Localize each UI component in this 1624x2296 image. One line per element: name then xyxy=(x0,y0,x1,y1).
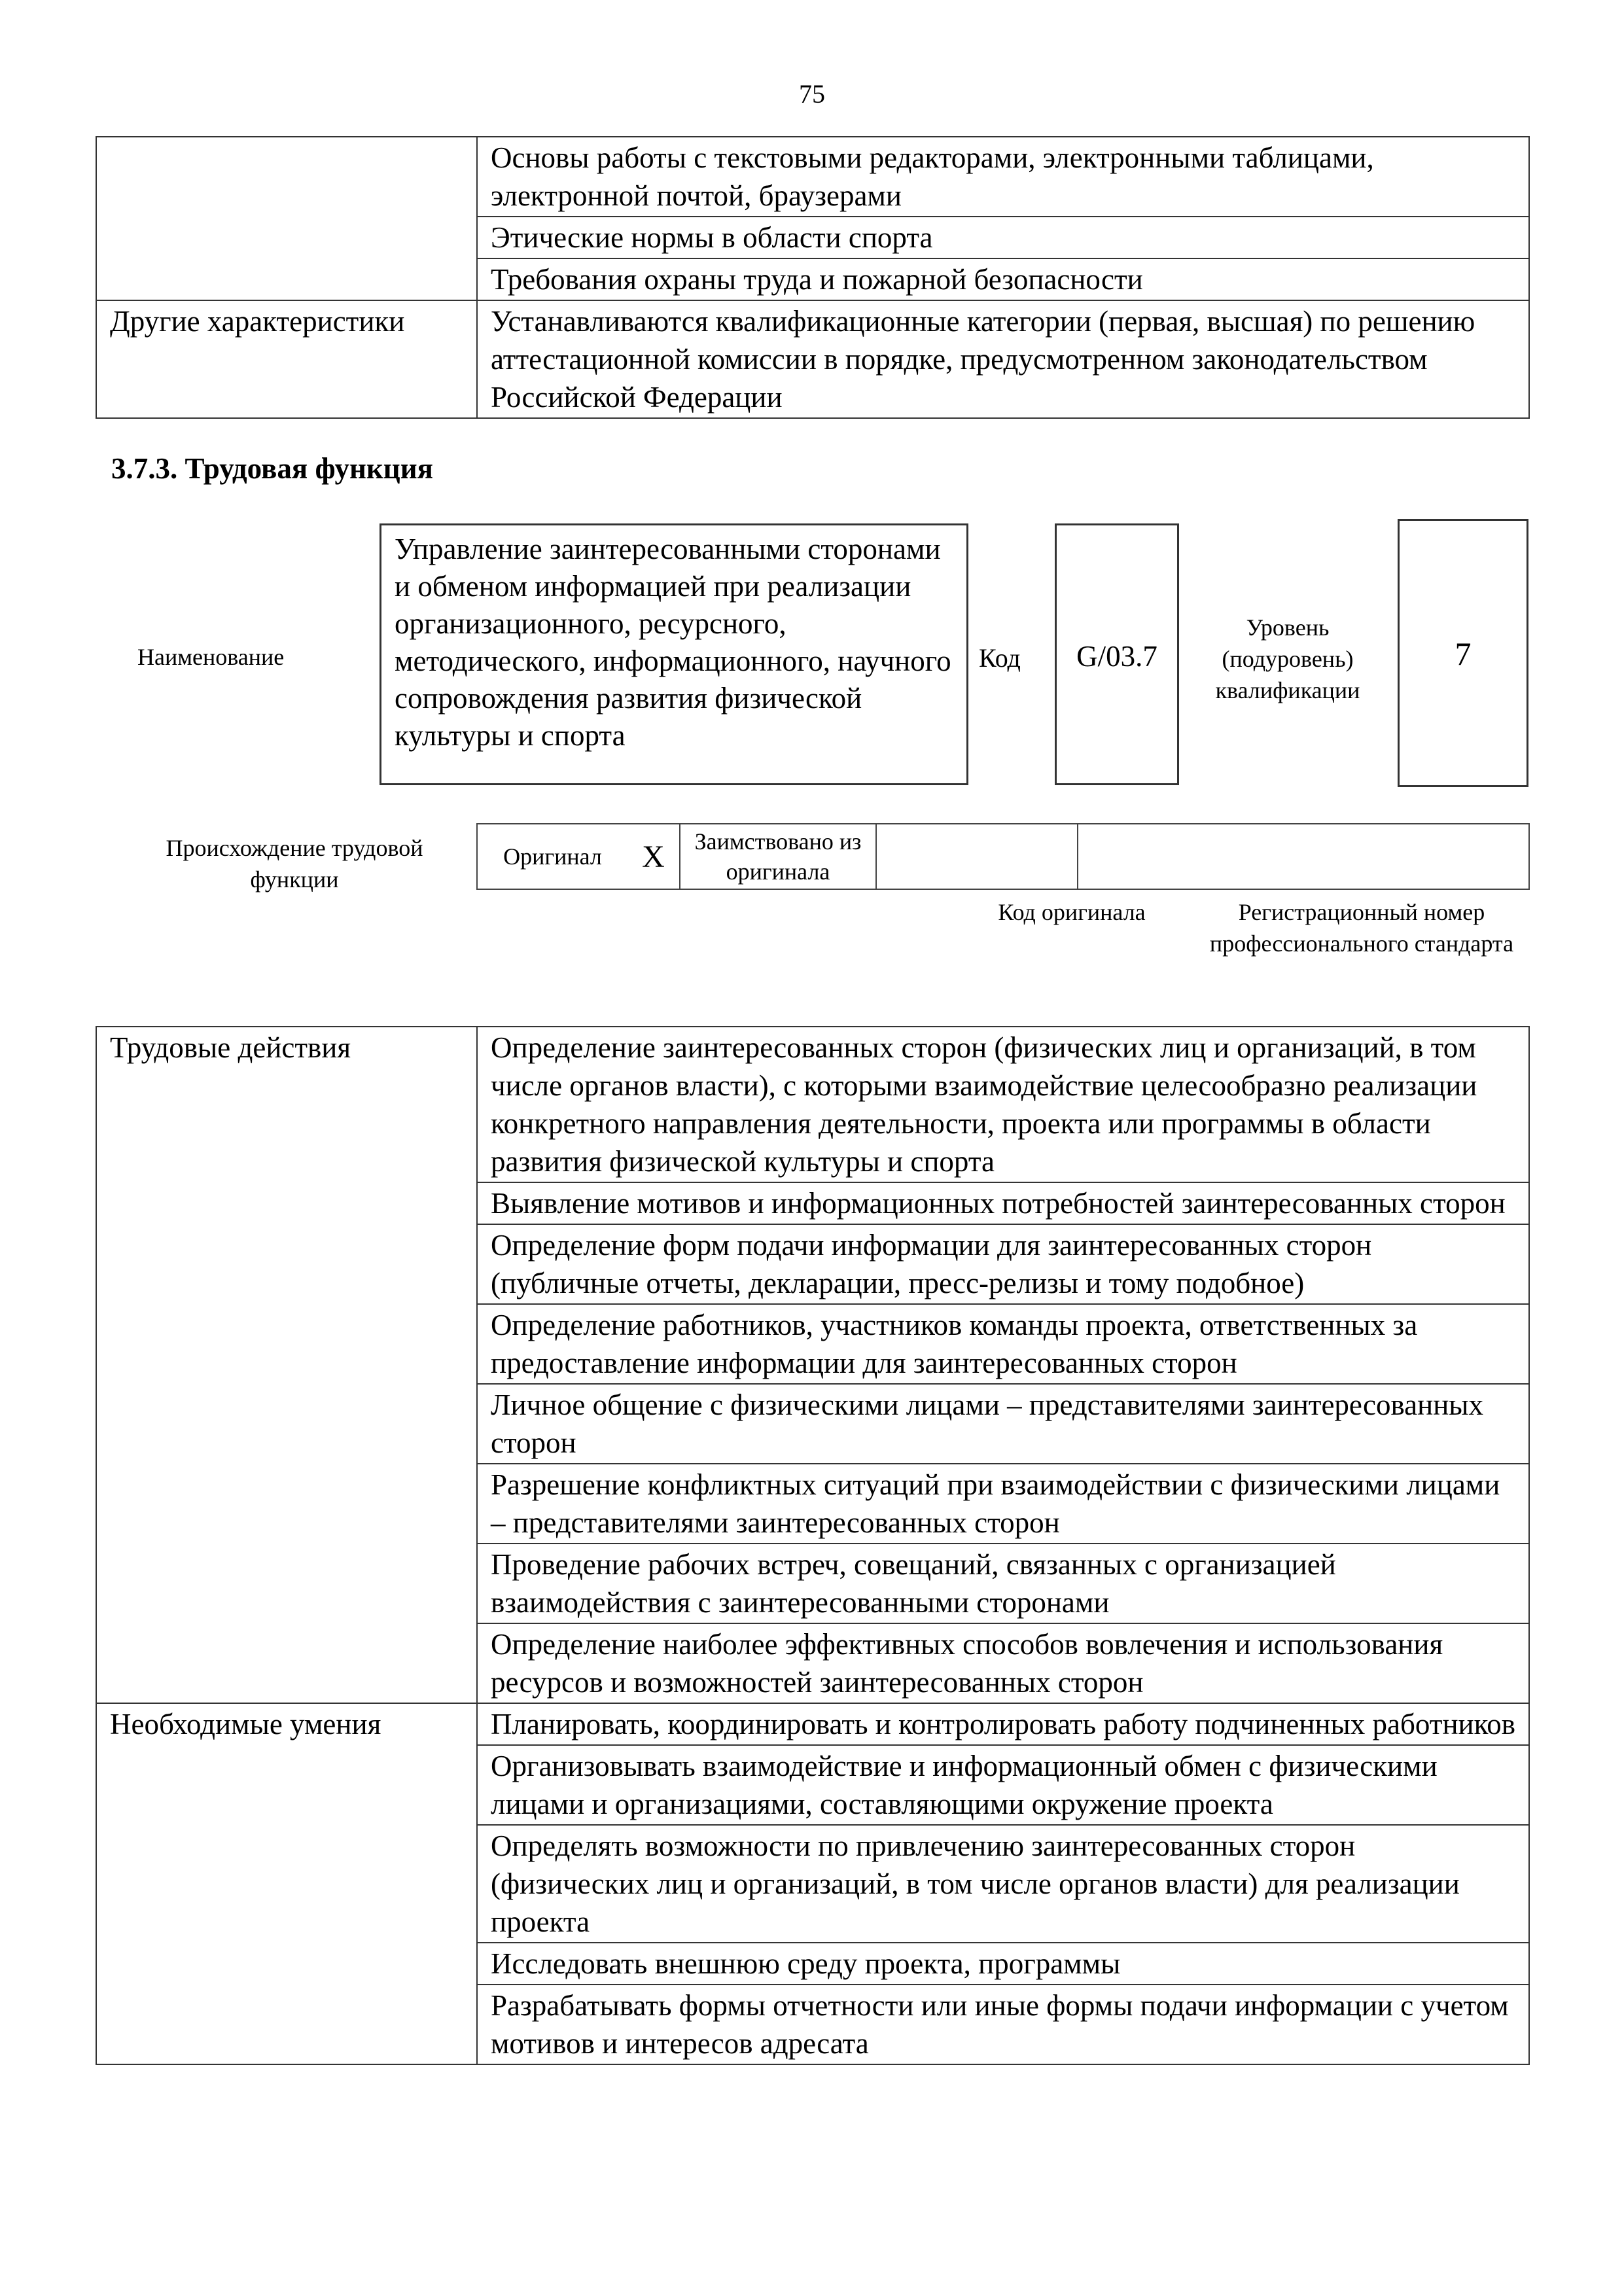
level-value: 7 xyxy=(1398,519,1528,787)
labor-action-item: Личное общение с физическими лицами – представителями заинтересованных сторон xyxy=(477,1384,1529,1464)
name-label: Наименование xyxy=(137,644,285,670)
skill-item: Исследовать внешнюю среду проекта, программы xyxy=(477,1943,1529,1985)
skill-item: Разрабатывать формы отчетности или иные формы подачи информации с учетом мотивов и интересов адресата xyxy=(477,1985,1529,2064)
other-characteristics-value: Устанавливаются квалификационные категории (первая, высшая) по решению аттестационной комиссии в порядке, предусмотренном законодательством Российской Федерации xyxy=(477,300,1529,418)
labor-action-item: Определение форм подачи информации для заинтересованных сторон (публичные отчеты, декларации, пресс-релизы и тому подобное) xyxy=(477,1224,1529,1304)
origin-label: Происхождение трудовой функции xyxy=(166,835,423,892)
labor-action-item: Разрешение конфликтных ситуаций при взаимодействии с физическими лицами – представителями заинтересованных сторон xyxy=(477,1464,1529,1544)
continuation-table xyxy=(96,136,1530,419)
original-label: Оригинал xyxy=(477,824,627,889)
skills-label: Необходимые умения xyxy=(96,1703,477,2064)
function-details-table xyxy=(96,1026,1530,2065)
knowledge-item: Требования охраны труда и пожарной безопасности xyxy=(477,258,1529,300)
knowledge-item: Этические нормы в области спорта xyxy=(477,217,1529,258)
knowledge-item: Основы работы с текстовыми редакторами, электронными таблицами, электронной почтой, браузерами xyxy=(477,137,1529,217)
labor-action-item: Определение наиболее эффективных способов вовлечения и использования ресурсов и возможностей заинтересованных сторон xyxy=(477,1623,1529,1703)
code-original-cell xyxy=(876,824,1078,889)
borrowed-label: Заимствовано из оригинала xyxy=(680,824,876,889)
labor-action-item: Определение работников, участников команды проекта, ответственных за предоставление информации для заинтересованных сторон xyxy=(477,1304,1529,1384)
code-value: G/03.7 xyxy=(1055,523,1179,785)
skill-item: Определять возможности по привлечению заинтересованных сторон (физических лиц и организаций, в том числе органов власти) для реализации проекта xyxy=(477,1825,1529,1943)
level-label: Уровень (подуровень) квалификации xyxy=(1215,614,1360,703)
origin-table xyxy=(476,823,1530,890)
function-name: Управление заинтересованными сторонами и обменом информацией при реализации организационного, ресурсного, методического, информационного, научного сопровождения развития физической культуры и спорта xyxy=(380,523,968,785)
other-characteristics-label: Другие характеристики xyxy=(96,300,477,418)
labor-action-item: Выявление мотивов и информационных потребностей заинтересованных сторон xyxy=(477,1182,1529,1224)
skill-item: Планировать, координировать и контролировать работу подчиненных работников xyxy=(477,1703,1529,1745)
empty-label-cell xyxy=(96,137,477,300)
code-label: Код xyxy=(979,643,1021,673)
page-number: 75 xyxy=(799,79,825,109)
section-title: 3.7.3. Трудовая функция xyxy=(111,452,434,485)
original-mark: X xyxy=(627,824,680,889)
skill-item: Организовывать взаимодействие и информационный обмен с физическими лицами и организациями, составляющими окружение проекта xyxy=(477,1745,1529,1825)
reg-number-cell xyxy=(1078,824,1529,889)
labor-action-item: Определение заинтересованных сторон (физических лиц и организаций, в том числе органов власти), с которыми взаимодействие целесообразно реализации конкретного направления деятельности, проекта или программы в области развития физической культуры и спорта xyxy=(477,1027,1529,1182)
reg-number-caption: Регистрационный номер профессионального стандарта xyxy=(1209,899,1514,957)
labor-action-item: Проведение рабочих встреч, совещаний, связанных с организацией взаимодействия с заинтересованными сторонами xyxy=(477,1544,1529,1623)
code-original-caption: Код оригинала xyxy=(998,899,1146,925)
labor-actions-label: Трудовые действия xyxy=(96,1027,477,1703)
